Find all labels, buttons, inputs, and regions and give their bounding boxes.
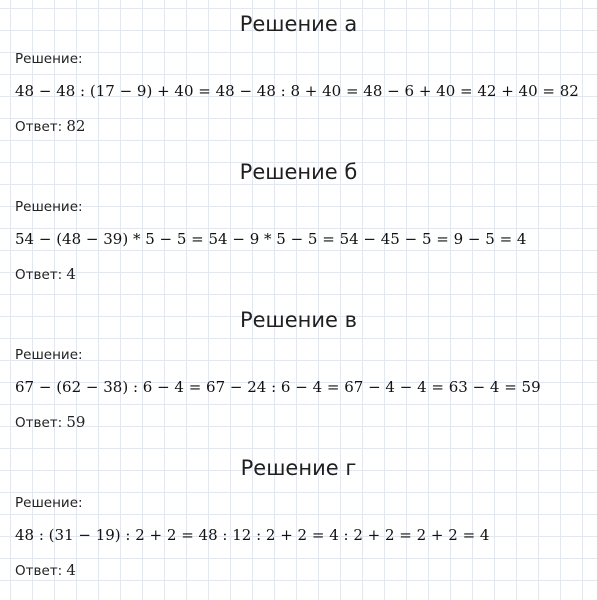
answer-line xyxy=(15,560,76,581)
solution-expression: 48 : (31 − 19) : 2 + 2 = 48 : 12 : 2 + 2 = 4 : 2 + 2 = 2 + 2 = 4 xyxy=(15,526,490,544)
solution-section-b xyxy=(0,148,597,296)
answer-label: Ответ: xyxy=(15,267,63,283)
solution-expression: 67 − (62 − 38) : 6 − 4 = 67 − 24 : 6 − 4 = 67 − 4 − 4 = 63 − 4 = 59 xyxy=(15,378,541,396)
solution-label: Решение: xyxy=(15,347,83,363)
solution-expression: 48 − 48 : (17 − 9) + 40 = 48 − 48 : 8 + 40 = 48 − 6 + 40 = 42 + 40 = 82 xyxy=(15,82,579,100)
section-title: Решение г xyxy=(240,456,357,480)
answer-value: 4 xyxy=(66,265,76,283)
solution-label: Решение: xyxy=(15,199,83,215)
solution-expression: 54 − (48 − 39) * 5 − 5 = 54 − 9 * 5 − 5 = 54 − 45 − 5 = 9 − 5 = 4 xyxy=(15,230,527,248)
solution-section-g xyxy=(0,444,597,592)
solution-label: Решение: xyxy=(15,51,83,67)
section-title: Решение б xyxy=(239,160,358,184)
answer-line xyxy=(15,264,76,285)
answer-line xyxy=(15,412,85,433)
section-title: Решение а xyxy=(239,12,358,36)
answer-line xyxy=(15,116,85,137)
answer-label: Ответ: xyxy=(15,119,63,135)
section-title: Решение в xyxy=(239,308,358,332)
answer-value: 59 xyxy=(66,413,86,431)
answer-value: 4 xyxy=(66,561,76,579)
solution-section-a xyxy=(0,0,597,148)
answer-label: Ответ: xyxy=(15,415,63,431)
answer-label: Ответ: xyxy=(15,563,63,579)
answer-value: 82 xyxy=(66,117,86,135)
solution-label: Решение: xyxy=(15,495,83,511)
solution-section-v xyxy=(0,296,597,444)
